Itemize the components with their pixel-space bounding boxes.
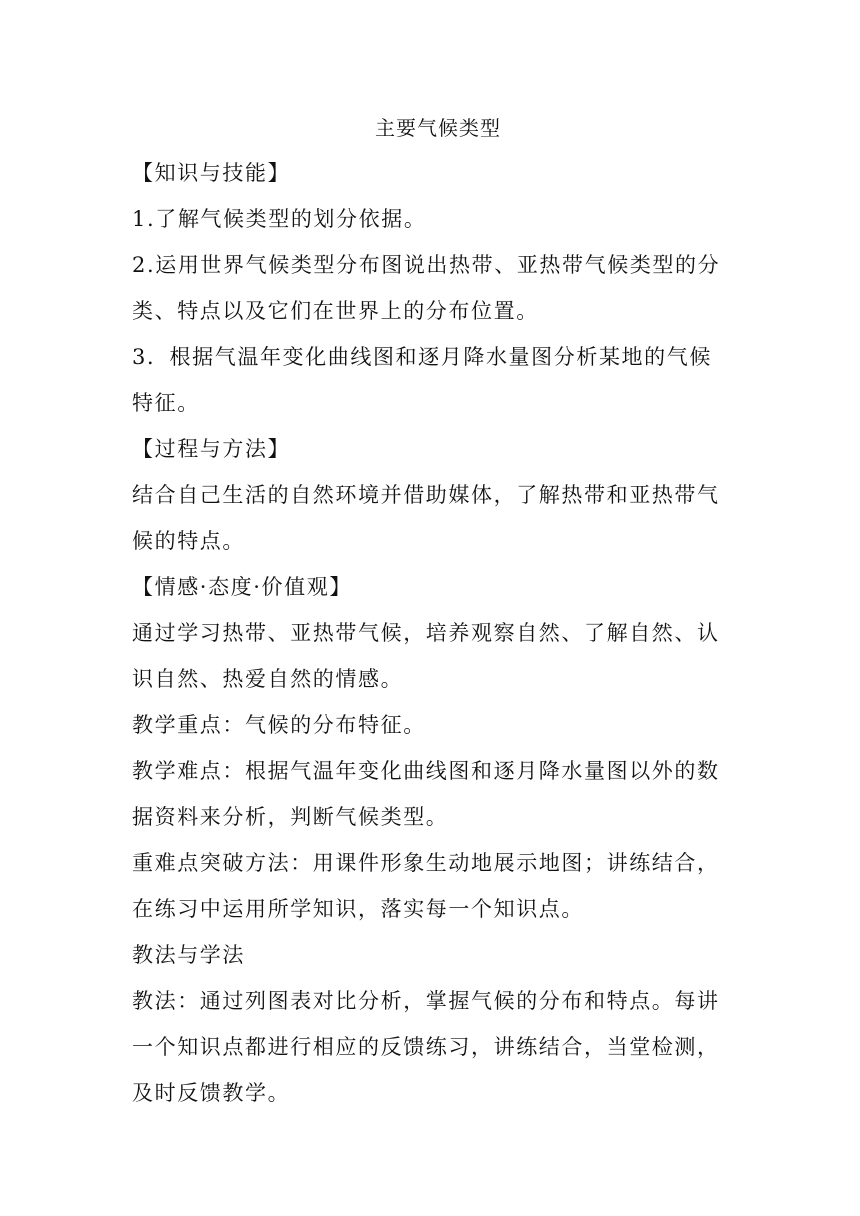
section-heading-teaching-learning-methods: 教法与学法 <box>132 943 245 967</box>
paragraph-line: 特征。 <box>132 391 200 415</box>
paragraph-line: 在练习中运用所学知识，落实每一个知识点。 <box>132 897 584 921</box>
paragraph-line: 3．根据气温年变化曲线图和逐月降水量图分析某地的气候 <box>132 345 712 369</box>
paragraph-line: 一个知识点都进行相应的反馈练习，讲练结合，当堂检测， <box>132 1035 720 1059</box>
paragraph-line: 通过学习热带、亚热带气候，培养观察自然、了解自然、认 <box>132 621 720 645</box>
paragraph-line: 类、特点以及它们在世界上的分布位置。 <box>132 299 539 323</box>
breakthrough-method-line: 重难点突破方法：用课件形象生动地展示地图；讲练结合， <box>132 851 720 875</box>
paragraph-line: 识自然、热爱自然的情感。 <box>132 667 404 691</box>
paragraph-line: 2.运用世界气候类型分布图说出热带、亚热带气候类型的分 <box>132 253 721 277</box>
teaching-method-line: 教法：通过列图表对比分析，掌握气候的分布和特点。每讲 <box>132 989 720 1013</box>
paragraph-line: 候的特点。 <box>132 529 245 553</box>
document-title: 主要气候类型 <box>375 116 501 140</box>
teaching-focus-line: 教学重点：气候的分布特征。 <box>132 713 426 737</box>
paragraph-line: 结合自己生活的自然环境并借助媒体，了解热带和亚热带气 <box>132 483 720 507</box>
section-heading-emotion-attitude-values: 【情感·态度·价值观】 <box>132 575 352 599</box>
section-heading-process-methods: 【过程与方法】 <box>132 437 291 461</box>
section-heading-knowledge-skills: 【知识与技能】 <box>132 161 291 185</box>
paragraph-line: 及时反馈教学。 <box>132 1081 291 1105</box>
teaching-difficulty-line: 教学难点：根据气温年变化曲线图和逐月降水量图以外的数 <box>132 759 720 783</box>
paragraph-line: 1.了解气候类型的划分依据。 <box>132 207 427 231</box>
paragraph-line: 据资料来分析，判断气候类型。 <box>132 805 449 829</box>
document-body <box>132 108 730 1116</box>
